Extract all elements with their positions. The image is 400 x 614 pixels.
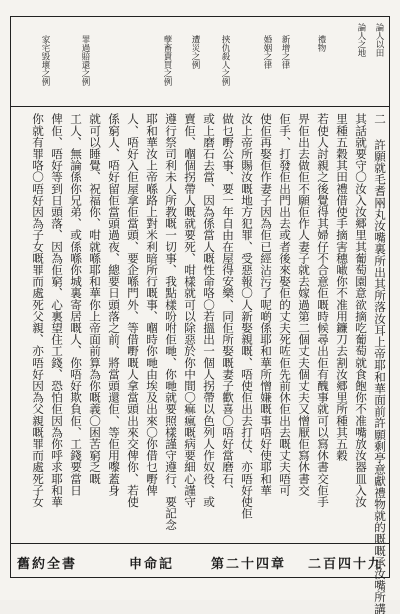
text-column-1: 二 許願就毛耆㒳丸汝嘴裏所出其所落汝耳上帝耶和華面前許願剩𠅘意獻禮物就的嘅嘅承汝嘴所講 bbox=[373, 113, 387, 614]
note-9: 罪過賠還之例 bbox=[80, 35, 90, 86]
text-column-5: 畀佢出去做佢不願佢作人妻子就去嫁過第二個丈夫個丈夫又憎厭佢寫休書交 bbox=[297, 113, 311, 496]
text-column-4: 若使人討親之後覺得其婦仔不合意佢嘅時候尋出佢有醜事就可以寫休書交佢手 bbox=[316, 113, 330, 508]
text-column-3: 里種五穀其田禮借使手摘害穗噉你不准用鐮刀去割汝郷里所種其五穀 bbox=[335, 113, 349, 461]
note-7: 遭災之例 bbox=[190, 35, 200, 69]
note-10: 家宅毀壞之例 bbox=[40, 35, 50, 86]
note-6: 挾仇殺人之例 bbox=[220, 35, 230, 86]
note-2: 論人之地 bbox=[356, 23, 366, 57]
text-column-8: 汝上帝所賜汝嘅地方犯罪、受惡報〇人新娶親嘅、唔使佢出去打仗、亦唔好使佢 bbox=[240, 113, 254, 519]
book-name: 申命記 bbox=[129, 557, 175, 572]
text-column-10: 或上磨石去當、因為係當人嘅性命咯〇若搵出一個人拐帶以色列人作奴役、或 bbox=[202, 113, 216, 508]
text-column-6: 佢手、打發佢出門出去或者後來娶佢的丈夫死咗佢先前休佢出去嘅丈夫唔可 bbox=[278, 113, 292, 496]
chapter-label: 第二十四章 bbox=[211, 557, 287, 572]
text-column-2: 其話就要守〇汝入汝郷里其葡萄園意欲摘吃葡萄就食飽你不准嘴放汝器皿入汝 bbox=[354, 113, 368, 508]
text-column-9: 做乜嘢公事、要一年自由在屋得安樂、同佢所娶嘅妻子歡喜〇唔好當磨石、 bbox=[221, 113, 235, 496]
text-column-19: 你就有罪咯〇唔好因為子女嘅罪而處死父親、亦唔好因為父親嘅罪而處死子女 bbox=[31, 113, 45, 508]
header-notes bbox=[11, 17, 389, 107]
text-column-12: 遵行祭司利未人所教嘅一切事、我點樣吩咐佢哋、你哋就要照樣謹守遵行、要記念 bbox=[164, 113, 178, 531]
note-4: 新增之律 bbox=[280, 35, 290, 69]
page-number: 二百四十九 bbox=[307, 557, 383, 572]
text-column-18: 俾佢、唔好等到日頭落、因為佢窮、心裏望住工錢、恐怕佢因為你呼求耶和華 bbox=[50, 113, 64, 508]
text-column-11: 賣佢、嗰個拐帶人嘅就要死、咁樣就可以除惡於你中間〇痲瘋嘅病要細心謹守 bbox=[183, 113, 197, 508]
note-5: 婚姻之律 bbox=[262, 35, 272, 69]
note-3: 禮物 bbox=[316, 35, 326, 52]
book-title: 舊約全書 bbox=[17, 557, 78, 572]
text-column-14: 人、唔好入佢屋拿佢當頭、要企喺門外、等借嘢嘅人拿當頭出來交俾你、若使 bbox=[126, 113, 140, 508]
text-column-16: 就可以睡覺、祝福你、咁就喺耶和華你上帝面前算為你嘅義〇困苦窮乏嘅 bbox=[88, 113, 102, 485]
note-8: 孽畜賣買之例 bbox=[162, 35, 172, 86]
text-column-17: 工人、無論係你兄弟、或係喺你城裏寄居嘅人、你唔好欺負佢、工錢要當日 bbox=[69, 113, 83, 496]
note-1: 論人以田 bbox=[374, 23, 384, 57]
page-footer bbox=[11, 543, 389, 577]
text-column-7: 使佢再娶佢作妻子因為佢已經沾污了呢啲係耶和華所憎嫌嘅事唔好使耶和華 bbox=[259, 113, 273, 496]
page-frame bbox=[10, 16, 390, 614]
text-column-13: 耶和華汝上帝喺路上對米利暗所行嘅事、嗰時你哋由埃及出來〇你借乜嘢俾 bbox=[145, 113, 159, 496]
text-column-15: 係窮人、唔好留佢當頭過夜、總要日頭落之前、將當頭還佢、等佢用嚟蓋身 bbox=[107, 113, 121, 496]
